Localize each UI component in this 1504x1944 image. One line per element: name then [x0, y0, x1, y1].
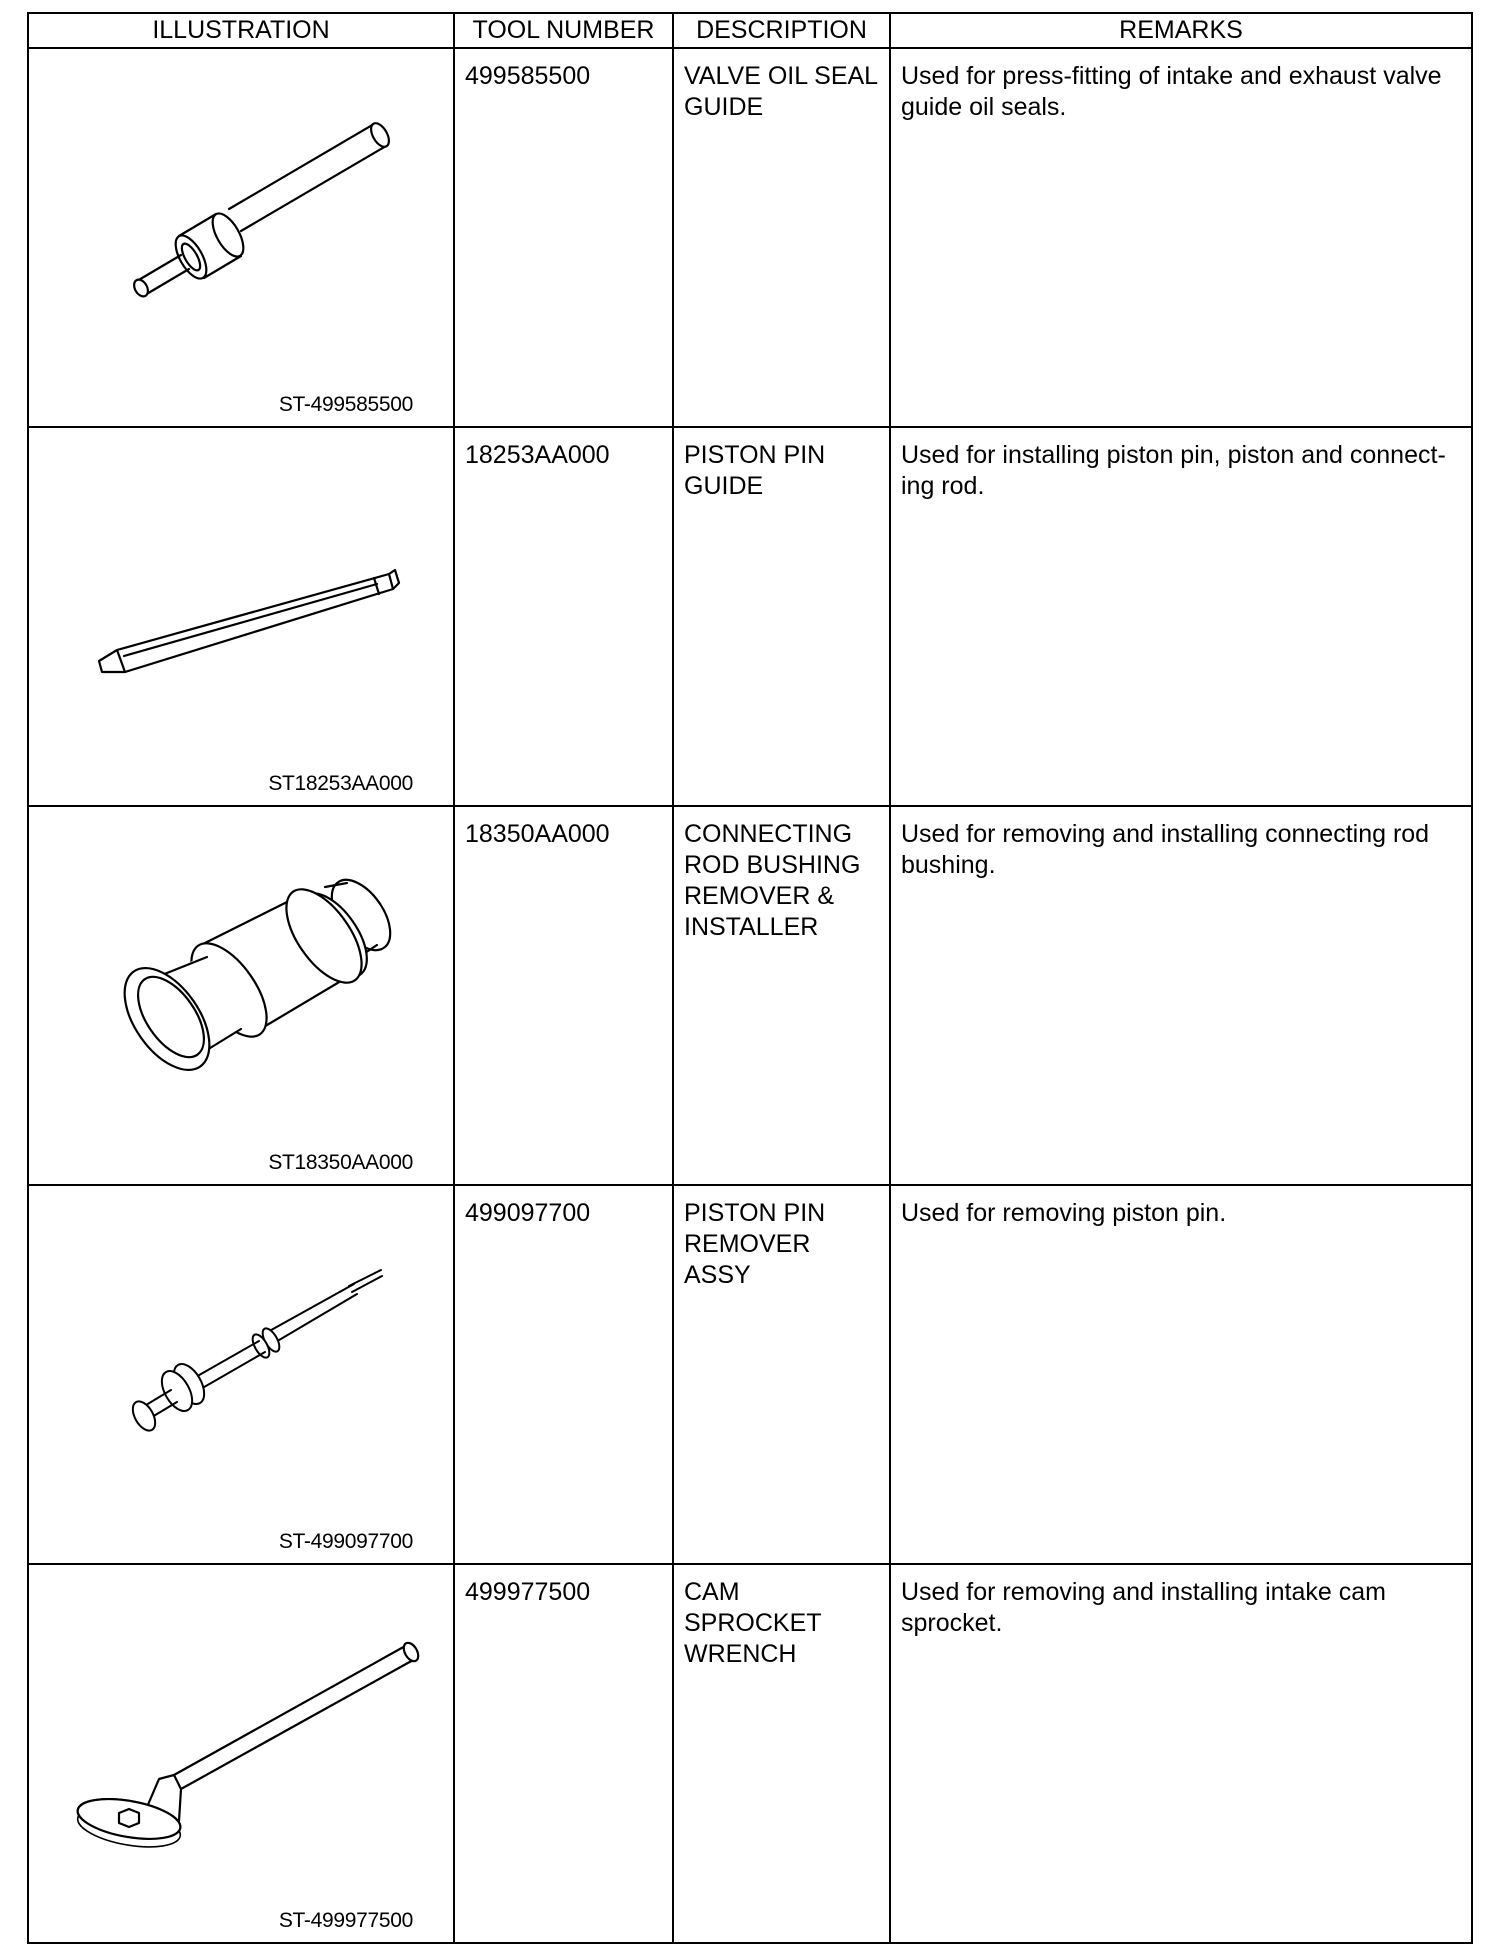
tool-number-cell: 18253AA000: [454, 427, 673, 806]
table-row: [28, 48, 1472, 427]
illustration-cell: [28, 1185, 454, 1564]
illustration-cell: [28, 806, 454, 1185]
tool-number-cell: 499097700: [454, 1185, 673, 1564]
header-row: [28, 13, 1472, 48]
description-cell: CONNECTING ROD BUSHING REMOVER & INSTALLER: [673, 806, 890, 1185]
illustration-label: ST-499097700: [278, 1530, 413, 1553]
piston-pin-guide-icon: [29, 428, 453, 793]
tool-number-cell: 18350AA000: [454, 806, 673, 1185]
illustration-cell: [28, 1564, 454, 1943]
illustration-label: ST18253AA000: [268, 772, 413, 795]
header-tool-number: TOOL NUMBER: [454, 13, 673, 48]
remarks-cell: Used for removing and installing intake cam sprocket.: [890, 1564, 1472, 1943]
cam-sprocket-wrench-icon: [29, 1565, 453, 1930]
illustration-cell: [28, 48, 454, 427]
bushing-remover-icon: [29, 807, 453, 1172]
table-row: [28, 1185, 1472, 1564]
header-description: DESCRIPTION: [673, 13, 890, 48]
illustration-cell: [28, 427, 454, 806]
valve-oil-seal-guide-icon: [29, 49, 453, 414]
illustration-label: ST-499585500: [278, 393, 413, 416]
table-row: [28, 806, 1472, 1185]
remarks-cell: Used for installing piston pin, piston and connect-ing rod.: [890, 427, 1472, 806]
remarks-cell: Used for removing and installing connecting rod bushing.: [890, 806, 1472, 1185]
description-cell: CAM SPROCKET WRENCH: [673, 1564, 890, 1943]
header-remarks: REMARKS: [890, 13, 1472, 48]
tool-number-cell: 499585500: [454, 48, 673, 427]
table-row: [28, 1564, 1472, 1943]
illustration-label: ST18350AA000: [268, 1151, 413, 1174]
remarks-cell: Used for removing piston pin.: [890, 1185, 1472, 1564]
table-row: [28, 427, 1472, 806]
tool-number-cell: 499977500: [454, 1564, 673, 1943]
description-cell: VALVE OIL SEAL GUIDE: [673, 48, 890, 427]
remarks-cell: Used for press-fitting of intake and exhaust valve guide oil seals.: [890, 48, 1472, 427]
illustration-label: ST-499977500: [278, 1909, 413, 1932]
header-illustration: ILLUSTRATION: [28, 13, 454, 48]
description-cell: PISTON PIN REMOVER ASSY: [673, 1185, 890, 1564]
special-tools-table: [27, 12, 1473, 1944]
piston-pin-remover-icon: [29, 1186, 453, 1551]
description-cell: PISTON PIN GUIDE: [673, 427, 890, 806]
